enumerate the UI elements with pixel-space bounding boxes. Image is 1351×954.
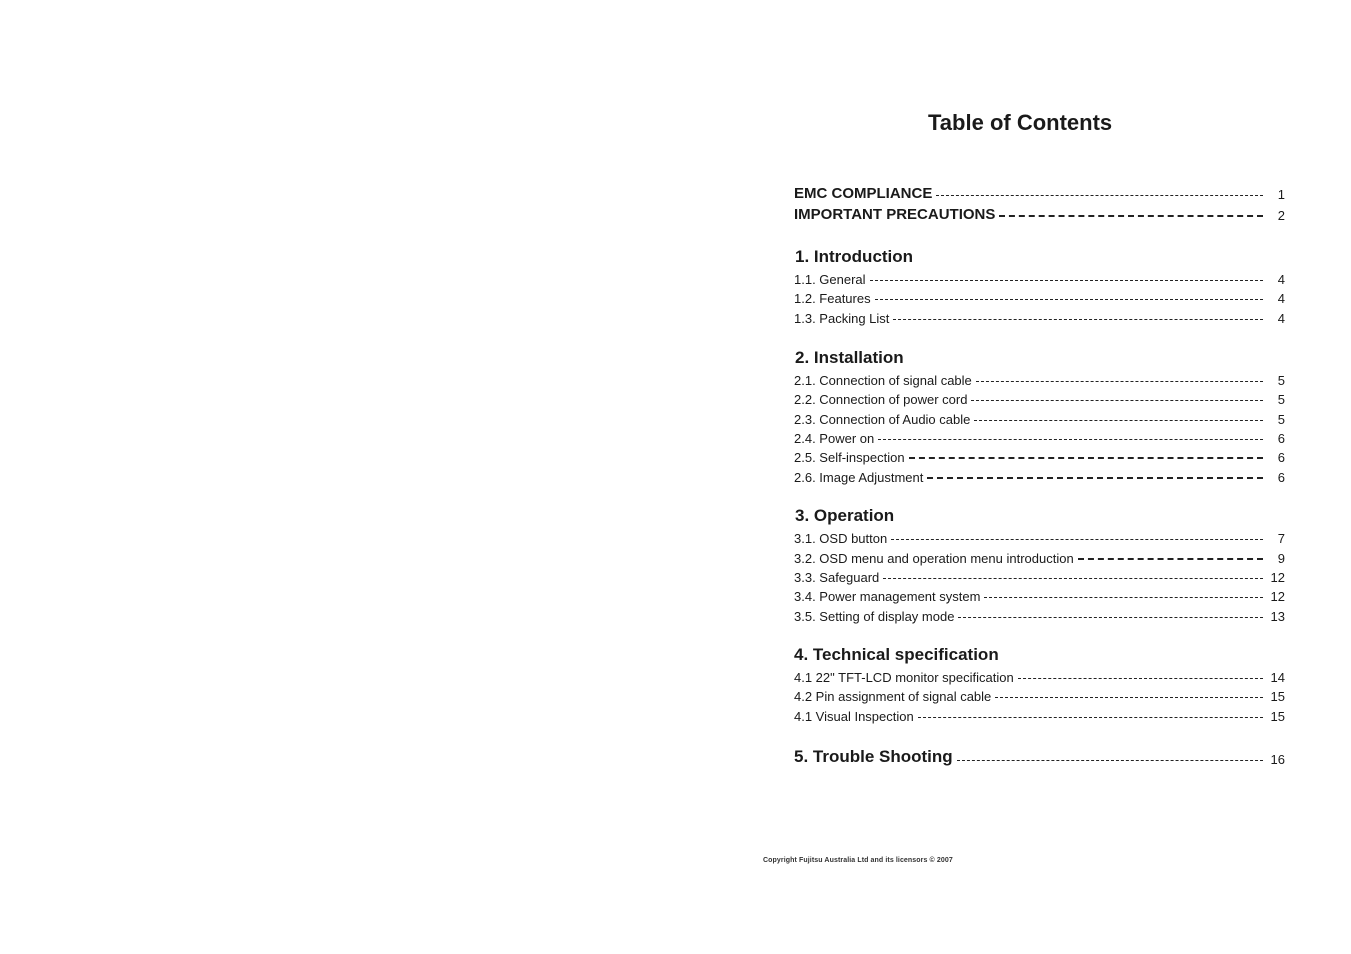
toc-entry[interactable] (794, 409, 1285, 427)
toc-entry[interactable] (794, 667, 1285, 685)
dot-leader (936, 194, 1263, 196)
toc-entry-page: 4 (1277, 291, 1285, 306)
toc-entry[interactable] (794, 706, 1285, 724)
toc-entry[interactable] (794, 370, 1285, 388)
toc-entry[interactable] (794, 447, 1285, 465)
toc-entry-label: 4.1 Visual Inspection (794, 709, 914, 724)
toc-entry-label: 2.1. Connection of signal cable (794, 373, 972, 388)
dot-leader (958, 616, 1263, 618)
section-heading-operation[interactable]: 3. Operation (795, 506, 895, 525)
toc-entry-emc-compliance[interactable] (794, 182, 1285, 202)
toc-entry-label: 2.5. Self-inspection (794, 450, 905, 465)
toc-entry-page: 6 (1277, 431, 1285, 446)
toc-entry-label: 3.4. Power management system (794, 589, 981, 604)
toc-entry-label: 1.2. Features (794, 291, 871, 306)
toc-entry-page: 12 (1270, 570, 1285, 585)
toc-entry-label: 3.3. Safeguard (794, 570, 880, 585)
section-heading-technical-specification[interactable]: 4. Technical specification (794, 645, 999, 664)
dot-leader (957, 759, 1263, 761)
dot-leader (875, 298, 1263, 300)
toc-entry-label: 1.3. Packing List (794, 311, 890, 326)
copyright-notice: Copyright Fujitsu Australia Ltd and its licensors © 2007 (763, 857, 953, 864)
toc-entry-page: 15 (1270, 689, 1285, 704)
toc-entry[interactable] (794, 686, 1285, 704)
toc-entry[interactable] (794, 428, 1285, 446)
toc-entry[interactable] (794, 528, 1285, 546)
dot-leader (878, 438, 1263, 440)
toc-entry-page: 7 (1277, 531, 1285, 546)
dot-leader (883, 577, 1263, 579)
toc-entry-page: 6 (1277, 470, 1285, 485)
toc-entry-page: 5 (1277, 412, 1285, 427)
toc-entry-trouble-shooting[interactable] (794, 745, 1285, 767)
toc-entry-page: 4 (1277, 311, 1285, 326)
toc-entry[interactable] (794, 586, 1285, 604)
toc-entry-page: 2 (1277, 208, 1285, 223)
dot-leader (891, 538, 1263, 540)
toc-entry[interactable] (794, 567, 1285, 585)
dot-leader (870, 279, 1263, 281)
toc-entry-label: 4.1 22" TFT-LCD monitor specification (794, 670, 1014, 685)
dot-leader (1018, 677, 1263, 679)
toc-entry-important-precautions[interactable] (794, 203, 1285, 223)
toc-entry-page: 6 (1277, 450, 1285, 465)
toc-entry-label: 2.4. Power on (794, 431, 875, 446)
page-title: Table of Contents (928, 110, 1113, 135)
toc-entry[interactable] (794, 467, 1285, 485)
section-heading-installation[interactable]: 2. Installation (795, 348, 904, 367)
toc-entry-label: 3.1. OSD button (794, 531, 888, 546)
toc-entry-page: 5 (1277, 392, 1285, 407)
toc-entry[interactable] (794, 389, 1285, 407)
dot-leader (893, 318, 1263, 320)
dot-leader (995, 696, 1263, 698)
toc-entry-label: EMC COMPLIANCE (794, 185, 933, 202)
toc-entry-label: 3.5. Setting of display mode (794, 609, 955, 624)
toc-entry[interactable] (794, 606, 1285, 624)
toc-entry-label: 4.2 Pin assignment of signal cable (794, 689, 992, 704)
dot-leader (984, 596, 1263, 598)
toc-entry-page: 15 (1270, 709, 1285, 724)
toc-entry-page: 14 (1270, 670, 1285, 685)
toc-entry-page: 9 (1277, 551, 1285, 566)
toc-entry-label: 5. Trouble Shooting (794, 747, 953, 766)
toc-entry-label: 3.2. OSD menu and operation menu introduction (794, 551, 1074, 566)
toc-entry-page: 4 (1277, 272, 1285, 287)
section-heading-introduction[interactable]: 1. Introduction (795, 247, 914, 266)
toc-entry-page: 13 (1270, 609, 1285, 624)
toc-entry-label: 2.6. Image Adjustment (794, 470, 924, 485)
toc-entry-page: 12 (1270, 589, 1285, 604)
dot-leader (918, 716, 1263, 718)
dot-leader (1078, 557, 1263, 560)
toc-entry-label: 2.3. Connection of Audio cable (794, 412, 971, 427)
dot-leader (909, 456, 1263, 459)
toc-entry[interactable] (794, 308, 1285, 326)
toc-entry-page: 16 (1270, 752, 1285, 767)
toc-entry-page: 1 (1277, 187, 1285, 202)
dot-leader (971, 399, 1263, 401)
toc-entry[interactable] (794, 269, 1285, 287)
dot-leader (974, 419, 1263, 421)
toc-entry-page: 5 (1277, 373, 1285, 388)
dot-leader (976, 380, 1263, 382)
dot-leader (999, 214, 1263, 217)
toc-entry-label: IMPORTANT PRECAUTIONS (794, 206, 996, 223)
toc-entry-label: 1.1. General (794, 272, 866, 287)
dot-leader (927, 476, 1263, 479)
toc-entry[interactable] (794, 288, 1285, 306)
toc-entry-label: 2.2. Connection of power cord (794, 392, 968, 407)
toc-entry[interactable] (794, 548, 1285, 566)
